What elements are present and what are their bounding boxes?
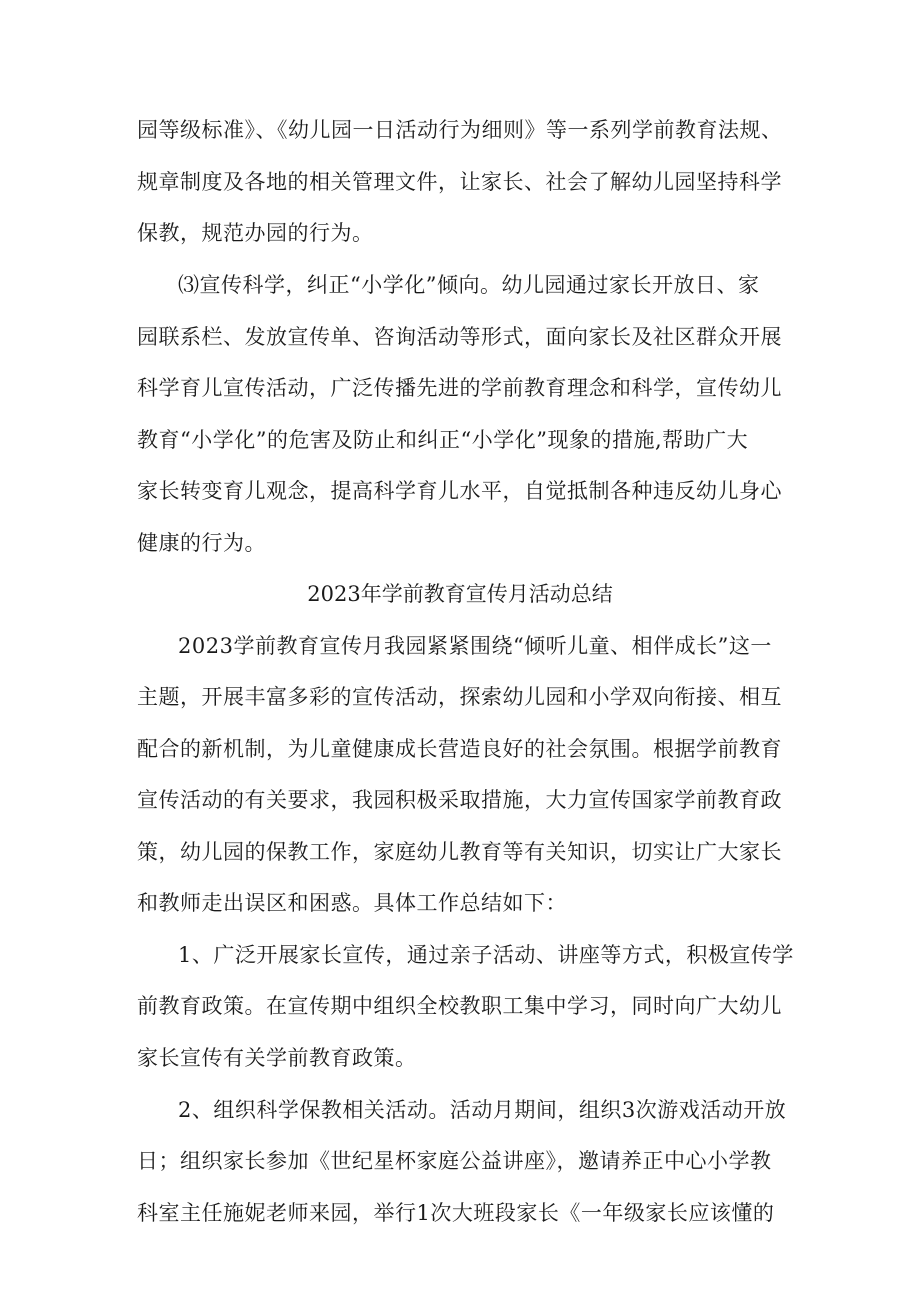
paragraph-line: 宣传活动的有关要求，我园积极采取措施，大力宣传国家学前教育政 (137, 788, 782, 812)
paragraph-line: 园联系栏、发放宣传单、咨询活动等形式，面向家长及社区群众开展 (137, 325, 782, 349)
paragraph-line: 配合的新机制，为儿童健康成长营造良好的社会氛围。根据学前教育 (137, 737, 782, 761)
paragraph-line: 2、组织科学保教相关活动。活动月期间，组织3次游戏活动开放 (178, 1098, 787, 1122)
paragraph-line: 科学育儿宣传活动，广泛传播先进的学前教育理念和科学，宣传幼儿 (137, 376, 782, 400)
paragraph-line: 日；组织家长参加《世纪星杯家庭公益讲座》，邀请养正中心小学教 (137, 1149, 772, 1173)
paragraph-line: 1、广泛开展家长宣传，通过亲子活动、讲座等方式，积极宣传学 (178, 943, 794, 967)
paragraph-line: 家长宣传有关学前教育政策。 (137, 1046, 417, 1070)
paragraph-line: 科室主任施妮老师来园，举行1次大班段家长《一年级家长应该懂的 (137, 1201, 775, 1225)
paragraph-line: 园等级标准》、《幼儿园一日活动行为细则》等一系列学前教育法规、 (137, 118, 783, 142)
paragraph-line: 前教育政策。在宣传期中组织全校教职工集中学习，同时向广大幼儿 (137, 994, 782, 1018)
paragraph-line: 健康的行为。 (137, 531, 266, 555)
paragraph-line: 规章制度及各地的相关管理文件，让家长、社会了解幼儿园坚持科学 (137, 170, 782, 194)
paragraph-line: ⑶宣传科学，纠正“小学化”倾向。幼儿园通过家长开放日、家 (178, 273, 760, 297)
section-title: 2023年学前教育宣传月活动总结 (307, 582, 613, 606)
paragraph-line: 策，幼儿园的保教工作，家庭幼儿教育等有关知识，切实让广大家长 (137, 840, 782, 864)
paragraph-line: 2023学前教育宣传月我园紧紧围绕“倾听儿童、相伴成长”这一 (178, 634, 772, 658)
paragraph-line: 教育“小学化”的危害及防止和纠正“小学化”现象的措施,帮助广大 (137, 428, 749, 452)
paragraph-line: 保教，规范办园的行为。 (137, 221, 374, 245)
paragraph-line: 和教师走出误区和困惑。具体工作总结如下： (137, 891, 567, 915)
paragraph-line: 家长转变育儿观念，提高科学育儿水平，自觉抵制各种违反幼儿身心 (137, 479, 782, 503)
paragraph-line: 主题，开展丰富多彩的宣传活动，探索幼儿园和小学双向衔接、相互 (137, 685, 782, 709)
